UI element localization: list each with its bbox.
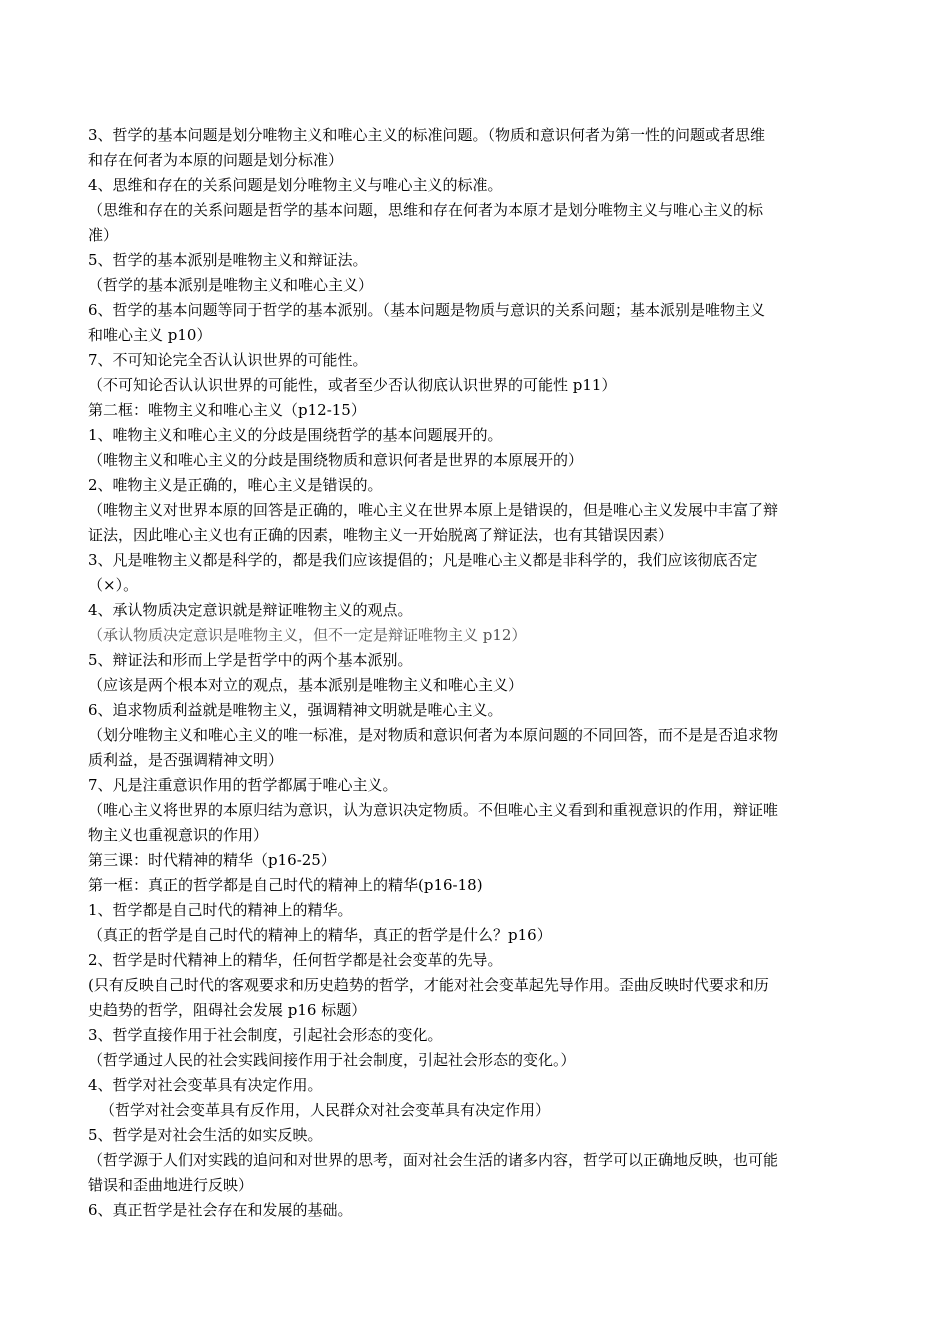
document-page	[88, 123, 868, 1223]
text-line: 2、唯物主义是正确的，唯心主义是错误的。	[88, 476, 383, 494]
text-line: 1、哲学都是自己时代的精神上的精华。	[88, 901, 353, 919]
text-line: 1、唯物主义和唯心主义的分歧是围绕哲学的基本问题展开的。	[88, 426, 503, 444]
text-line: （唯物主义和唯心主义的分歧是围绕物质和意识何者是世界的本原展开的）	[88, 451, 584, 469]
text-line: 4、哲学对社会变革具有决定作用。	[88, 1076, 323, 1094]
text-line: 准）	[88, 226, 119, 244]
text-line: 和存在何者为本原的问题是划分标准）	[88, 151, 344, 169]
text-line: 5、辩证法和形而上学是哲学中的两个基本派别。	[88, 651, 413, 669]
text-line: (只有反映自己时代的客观要求和历史趋势的哲学，才能对社会变革起先导作用。歪曲反映时代要求和历	[88, 976, 769, 994]
text-line: 4、思维和存在的关系问题是划分唯物主义与唯心主义的标准。	[88, 176, 503, 194]
text-line: 第二框：唯物主义和唯心主义（p12-15）	[88, 401, 366, 419]
text-line: （承认物质决定意识是唯物主义，但不一定是辩证唯物主义 p12）	[88, 626, 527, 644]
text-line: （划分唯物主义和唯心主义的唯一标准，是对物质和意识何者为本原问题的不同回答，而不是是否追求物	[88, 726, 779, 744]
text-line: 5、哲学是对社会生活的如实反映。	[88, 1126, 323, 1144]
text-line: 错误和歪曲地进行反映）	[88, 1176, 254, 1194]
text-line: （哲学对社会变革具有反作用，人民群众对社会变革具有决定作用）	[100, 1101, 551, 1119]
text-line: 5、哲学的基本派别是唯物主义和辩证法。	[88, 251, 368, 269]
text-line: 6、哲学的基本问题等同于哲学的基本派别。（基本问题是物质与意识的关系问题；基本派别是唯物主义	[88, 301, 766, 319]
text-line: 6、追求物质利益就是唯物主义，强调精神文明就是唯心主义。	[88, 701, 503, 719]
text-line: 3、哲学的基本问题是划分唯物主义和唯心主义的标准问题。（物质和意识何者为第一性的问题或者思维	[88, 126, 766, 144]
text-line: 第一框：真正的哲学都是自己时代的精神上的精华(p16-18)	[88, 876, 483, 894]
text-line: 7、凡是注重意识作用的哲学都属于唯心主义。	[88, 776, 398, 794]
text-line: 3、哲学直接作用于社会制度，引起社会形态的变化。	[88, 1026, 443, 1044]
text-line: （不可知论否认认识世界的可能性，或者至少否认彻底认识世界的可能性 p11）	[88, 376, 617, 394]
text-line: 史趋势的哲学，阻碍社会发展 p16 标题）	[88, 1001, 367, 1019]
text-line: 物主义也重视意识的作用）	[88, 826, 269, 844]
text-line: 证法，因此唯心主义也有正确的因素，唯物主义一开始脱离了辩证法，也有其错误因素）	[88, 526, 674, 544]
text-line: 3、凡是唯物主义都是科学的，都是我们应该提倡的；凡是唯心主义都是非科学的，我们应该彻底否定	[88, 551, 758, 569]
text-line: （唯物主义对世界本原的回答是正确的，唯心主义在世界本原上是错误的，但是唯心主义发展中丰富了辩	[88, 501, 779, 519]
text-line: （哲学源于人们对实践的追问和对世界的思考，面对社会生活的诸多内容，哲学可以正确地反映，也可能	[88, 1151, 779, 1169]
text-line: （哲学的基本派别是唯物主义和唯心主义）	[88, 276, 374, 294]
text-line: （×）。	[88, 576, 139, 594]
text-line: 质利益，是否强调精神文明）	[88, 751, 284, 769]
text-line: （唯心主义将世界的本原归结为意识，认为意识决定物质。不但唯心主义看到和重视意识的作用，辩证唯	[88, 801, 779, 819]
text-line: （真正的哲学是自己时代的精神上的精华，真正的哲学是什么？p16）	[88, 926, 552, 944]
text-line: 2、哲学是时代精神上的精华，任何哲学都是社会变革的先导。	[88, 951, 503, 969]
text-line: 7、不可知论完全否认认识世界的可能性。	[88, 351, 368, 369]
text-line: 4、承认物质决定意识就是辩证唯物主义的观点。	[88, 601, 413, 619]
text-line: （哲学通过人民的社会实践间接作用于社会制度，引起社会形态的变化。）	[88, 1051, 576, 1069]
text-line: （应该是两个根本对立的观点，基本派别是唯物主义和唯心主义）	[88, 676, 524, 694]
text-line: 6、真正哲学是社会存在和发展的基础。	[88, 1201, 353, 1219]
text-line: （思维和存在的关系问题是哲学的基本问题，思维和存在何者为本原才是划分唯物主义与唯心主义的标	[88, 201, 764, 219]
text-line: 和唯心主义 p10）	[88, 326, 212, 344]
text-line: 第三课：时代精神的精华（p16-25）	[88, 851, 336, 869]
